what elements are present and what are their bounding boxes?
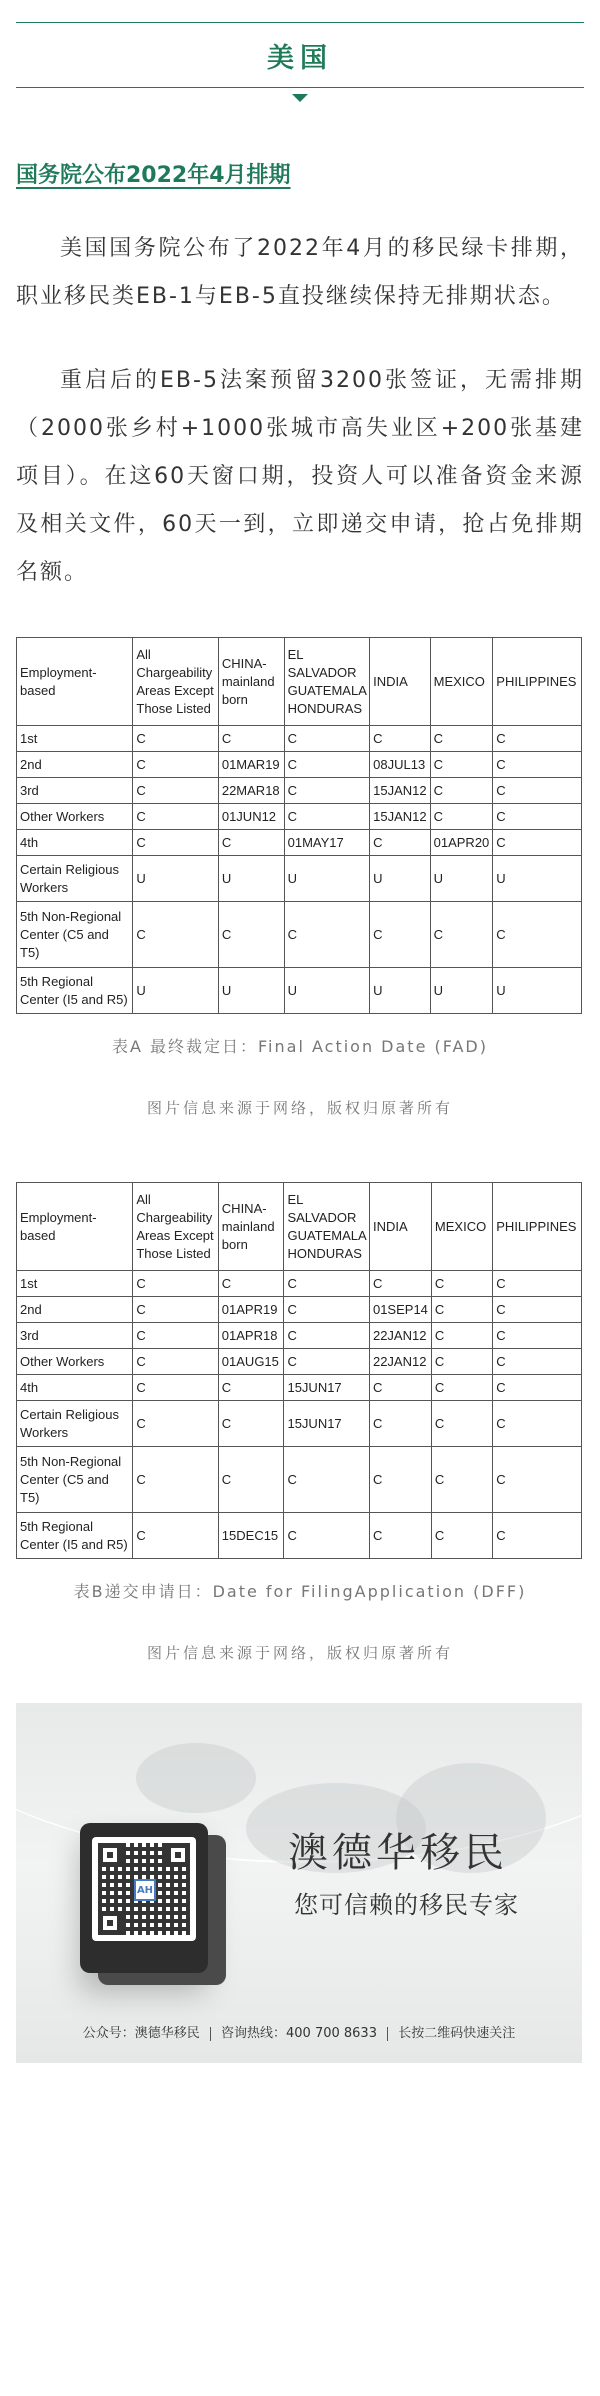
table-cell: C <box>284 1323 370 1349</box>
table-cell: 01APR20 <box>430 830 493 856</box>
paragraph-2: 重启后的EB-5法案预留3200张签证，无需排期（2000张乡村+1000张城市高失业区+200张基建项目）。在这60天窗口期，投资人可以准备资金来源及相关文件，60天一到，立即递交申请，抢占免排期名额。 <box>16 368 584 585</box>
table-cell: C <box>493 804 582 830</box>
table-cell: C <box>369 1401 431 1447</box>
header-arrow-icon <box>292 94 308 102</box>
table-cell: C <box>369 1513 431 1559</box>
table-cell: U <box>370 856 430 902</box>
table-cell: C <box>133 1375 218 1401</box>
table-cell: U <box>133 968 218 1014</box>
qr-finder-icon <box>166 1843 190 1867</box>
table-cell: 3rd <box>17 778 133 804</box>
table-row <box>17 1375 582 1401</box>
table-row <box>17 856 582 902</box>
table-cell: U <box>493 968 582 1014</box>
table-cell: C <box>431 1349 492 1375</box>
table-cell: U <box>133 856 218 902</box>
table-b-caption: 表B递交申请日：Date for FilingApplication (DFF) <box>73 1582 527 1601</box>
table-cell: C <box>218 1375 284 1401</box>
table-cell: 5th Regional Center (I5 and R5) <box>17 1513 133 1559</box>
table-row <box>17 1401 582 1447</box>
table-cell: 5th Non-Regional Center (C5 and T5) <box>17 1447 133 1513</box>
qr-code-cube <box>80 1823 208 1973</box>
table-cell: C <box>284 1297 370 1323</box>
col-header: CHINA-mainland born <box>218 1183 284 1271</box>
hotline[interactable]: 咨询热线：400 700 8633 <box>221 2026 377 2041</box>
col-header: Employment-based <box>17 1183 133 1271</box>
table-cell: C <box>284 726 370 752</box>
table-cell: 4th <box>17 830 133 856</box>
table-row <box>17 752 582 778</box>
table-cell: U <box>218 968 284 1014</box>
table-cell: C <box>369 1447 431 1513</box>
contact-bar <box>16 2022 582 2041</box>
table-cell: C <box>431 1513 492 1559</box>
table-cell: U <box>284 856 370 902</box>
table-date-for-filing <box>16 1182 582 1559</box>
table-cell: Certain Religious Workers <box>17 856 133 902</box>
table-cell: C <box>493 752 582 778</box>
table-cell: C <box>133 1323 218 1349</box>
table-cell: U <box>284 968 370 1014</box>
table-cell: C <box>133 1349 218 1375</box>
divider <box>210 2027 211 2041</box>
table-cell: C <box>493 1271 582 1297</box>
table-cell: 22JAN12 <box>369 1323 431 1349</box>
table-cell: 01AUG15 <box>218 1349 284 1375</box>
table-row <box>17 804 582 830</box>
table-cell: C <box>493 902 582 968</box>
section-title: 美国 <box>267 42 333 74</box>
table-cell: 15DEC15 <box>218 1513 284 1559</box>
table-row <box>17 968 582 1014</box>
col-header: EL SALVADOR GUATEMALA HONDURAS <box>284 638 370 726</box>
table-cell: C <box>133 726 218 752</box>
qr-code[interactable] <box>92 1837 196 1941</box>
table-cell: C <box>284 778 370 804</box>
qr-finder-icon <box>98 1843 122 1867</box>
brand-logo-icon: AH <box>134 1879 156 1901</box>
table-a-caption: 表A 最终裁定日：Final Action Date (FAD) <box>111 1037 488 1056</box>
table-cell: C <box>431 1447 492 1513</box>
table-cell: 1st <box>17 1271 133 1297</box>
table-cell: C <box>370 726 430 752</box>
brand-name: 澳德华移民 <box>288 1830 508 1876</box>
scan-hint: 长按二维码快速关注 <box>398 2026 516 2041</box>
table-cell: U <box>370 968 430 1014</box>
table-cell: 2nd <box>17 752 133 778</box>
table-row <box>17 1447 582 1513</box>
table-cell: C <box>493 1447 582 1513</box>
col-header: Employment-based <box>17 638 133 726</box>
col-header: MEXICO <box>430 638 493 726</box>
table-cell: 4th <box>17 1375 133 1401</box>
table-cell: U <box>430 856 493 902</box>
table-cell: 3rd <box>17 1323 133 1349</box>
table-cell: C <box>493 1401 582 1447</box>
table-cell: C <box>284 804 370 830</box>
table-cell: Other Workers <box>17 1349 133 1375</box>
table-cell: C <box>370 902 430 968</box>
table-cell: C <box>431 1323 492 1349</box>
table-header-row <box>17 638 582 726</box>
table-cell: C <box>493 1513 582 1559</box>
table-row <box>17 1349 582 1375</box>
table-cell: C <box>133 752 218 778</box>
table-cell: C <box>493 726 582 752</box>
table-cell: C <box>133 1513 218 1559</box>
source-note: 图片信息来源于网络，版权归原著所有 <box>146 1099 453 1117</box>
qr-code-pattern <box>98 1843 190 1935</box>
table-cell: U <box>430 968 493 1014</box>
table-cell: 22JAN12 <box>369 1349 431 1375</box>
table-cell: 15JUN17 <box>284 1401 370 1447</box>
article-subheading: 国务院公布2022年4月排期 <box>16 163 291 188</box>
table-cell: C <box>430 778 493 804</box>
table-cell: C <box>284 752 370 778</box>
table-cell: 15JAN12 <box>370 778 430 804</box>
table-cell: C <box>431 1375 492 1401</box>
col-header: All Chargeability Areas Except Those Listed <box>133 638 218 726</box>
brand-banner <box>16 1703 582 2063</box>
table-cell: C <box>218 1271 284 1297</box>
table-cell: Certain Religious Workers <box>17 1401 133 1447</box>
table-cell: 5th Regional Center (I5 and R5) <box>17 968 133 1014</box>
table-row <box>17 1297 582 1323</box>
table-cell: C <box>431 1401 492 1447</box>
table-cell: C <box>133 804 218 830</box>
table-cell: C <box>493 1323 582 1349</box>
table-cell: C <box>493 778 582 804</box>
table-header-row <box>17 1183 582 1271</box>
table-row <box>17 1271 582 1297</box>
table-cell: C <box>431 1271 492 1297</box>
source-note: 图片信息来源于网络，版权归原著所有 <box>146 1644 453 1662</box>
table-cell: 15JAN12 <box>370 804 430 830</box>
table-row <box>17 1323 582 1349</box>
world-map-shape <box>136 1743 256 1813</box>
table-cell: C <box>284 1271 370 1297</box>
table-cell: C <box>493 1375 582 1401</box>
table-final-action-date <box>16 637 582 1014</box>
table-cell: 5th Non-Regional Center (C5 and T5) <box>17 902 133 968</box>
table-cell: 2nd <box>17 1297 133 1323</box>
table-cell: 01MAR19 <box>218 752 284 778</box>
table-cell: C <box>218 830 284 856</box>
table-cell: C <box>133 830 218 856</box>
paragraph-1: 美国国务院公布了2022年4月的移民绿卡排期，职业移民类EB-1与EB-5直投继续保持无排期状态。 <box>16 236 584 309</box>
table-row <box>17 726 582 752</box>
table-cell: C <box>370 830 430 856</box>
table-cell: U <box>218 856 284 902</box>
brand-tagline: 您可信赖的移民专家 <box>294 1891 519 1919</box>
table-cell: U <box>493 856 582 902</box>
table-cell: 01APR18 <box>218 1323 284 1349</box>
qr-finder-icon <box>98 1911 122 1935</box>
table-cell: C <box>430 726 493 752</box>
table-cell: C <box>133 902 218 968</box>
col-header: All Chargeability Areas Except Those Listed <box>133 1183 218 1271</box>
table-cell: C <box>284 1513 370 1559</box>
wechat-account: 公众号：澳德华移民 <box>82 2026 200 2041</box>
table-cell: C <box>369 1271 431 1297</box>
table-cell: C <box>133 1401 218 1447</box>
col-header: PHILIPPINES <box>493 638 582 726</box>
table-cell: C <box>430 752 493 778</box>
table-cell: 1st <box>17 726 133 752</box>
col-header: INDIA <box>369 1183 431 1271</box>
table-cell: C <box>133 1271 218 1297</box>
table-row <box>17 830 582 856</box>
table-cell: 01JUN12 <box>218 804 284 830</box>
table-cell: C <box>218 902 284 968</box>
table-cell: 22MAR18 <box>218 778 284 804</box>
article <box>0 22 600 2063</box>
table-cell: C <box>431 1297 492 1323</box>
table-cell: C <box>284 1349 370 1375</box>
col-header: MEXICO <box>431 1183 492 1271</box>
table-cell: 15JUN17 <box>284 1375 370 1401</box>
col-header: CHINA-mainland born <box>218 638 284 726</box>
table-cell: C <box>133 1447 218 1513</box>
table-cell: C <box>493 1297 582 1323</box>
col-header: INDIA <box>370 638 430 726</box>
table-cell: C <box>133 778 218 804</box>
table-cell: 01SEP14 <box>369 1297 431 1323</box>
divider <box>387 2027 388 2041</box>
table-cell: C <box>218 1401 284 1447</box>
table-cell: 08JUL13 <box>370 752 430 778</box>
table-cell: C <box>218 726 284 752</box>
section-header <box>16 22 584 88</box>
table-cell: C <box>133 1297 218 1323</box>
table-cell: C <box>493 830 582 856</box>
col-header: PHILIPPINES <box>493 1183 582 1271</box>
table-cell: C <box>430 804 493 830</box>
table-cell: Other Workers <box>17 804 133 830</box>
table-row <box>17 1513 582 1559</box>
table-row <box>17 778 582 804</box>
table-cell: C <box>218 1447 284 1513</box>
table-cell: C <box>284 1447 370 1513</box>
table-cell: C <box>493 1349 582 1375</box>
col-header: EL SALVADOR GUATEMALA HONDURAS <box>284 1183 370 1271</box>
table-cell: C <box>284 902 370 968</box>
table-cell: 01MAY17 <box>284 830 370 856</box>
table-cell: C <box>369 1375 431 1401</box>
table-cell: C <box>430 902 493 968</box>
table-cell: 01APR19 <box>218 1297 284 1323</box>
table-row <box>17 902 582 968</box>
